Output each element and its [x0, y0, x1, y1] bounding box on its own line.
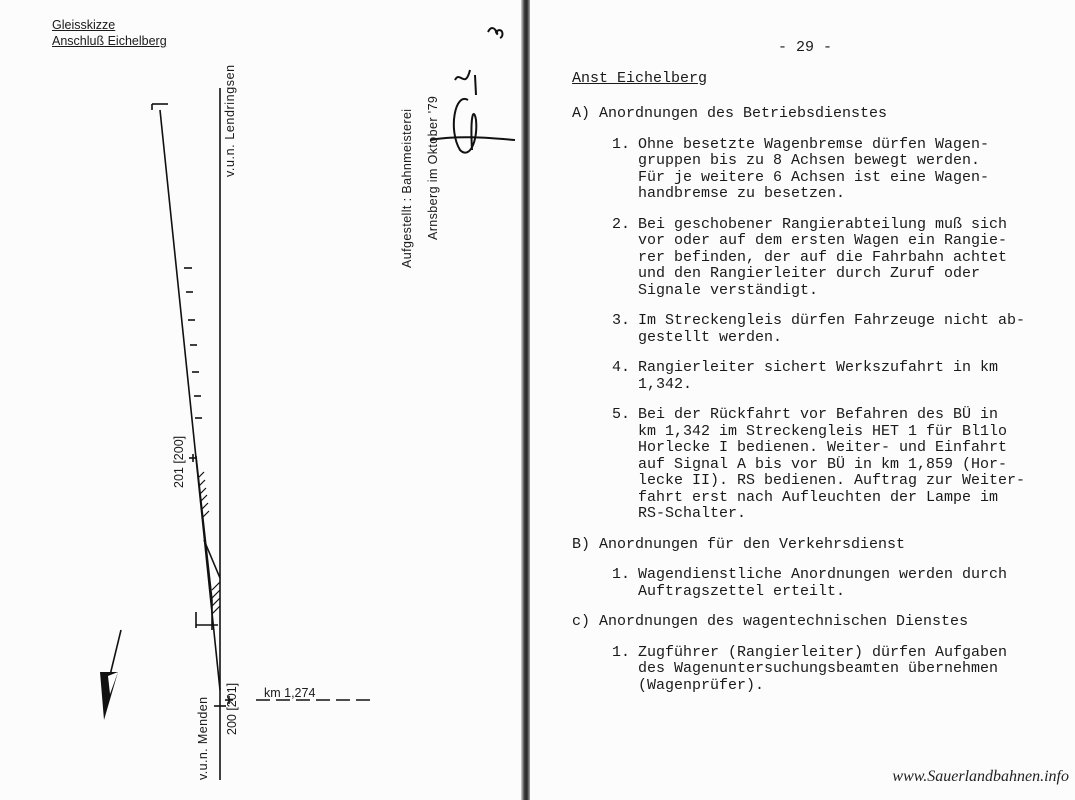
section: [572, 537, 1072, 601]
km-marker-upper: 201 [200]: [172, 435, 186, 488]
page-heading: Anst Eichelberg: [572, 70, 708, 87]
km-marker-lower: 200 [201]: [225, 682, 239, 735]
list-item: [572, 360, 1072, 393]
item-text: Rangierleiter sichert Werkszufahrt in km 1,342.: [638, 359, 999, 393]
item-number: 3.: [611, 312, 630, 329]
list-item: [572, 313, 1072, 346]
item-number: 4.: [611, 359, 630, 376]
list-item: [572, 645, 1072, 695]
item-number: 1.: [611, 135, 630, 153]
item-text: Im Streckengleis dürfen Fahrzeuge nicht ab- gestellt werden.: [638, 312, 1026, 346]
siding-track-line: [160, 110, 220, 690]
page-number: - 29 -: [778, 39, 833, 56]
section: [572, 614, 1072, 694]
signature-icon: [430, 28, 515, 153]
item-number: 5.: [611, 406, 630, 423]
list-item: [572, 407, 1072, 523]
item-number: 1.: [611, 566, 630, 583]
item-text: Ohne besetzte Wagenbremse dürfen Wagen- gruppen bis zu 8 Achsen bewegt werden. Für je weitere 6 Achsen ist eine Wagen- handbremse zu besetzen.: [638, 135, 990, 202]
stamp-line2: Arnsberg im Oktober '79: [426, 95, 440, 240]
section-title: B) Anordnungen für den Verkehrsdienst: [572, 535, 906, 553]
track-sketch: [0, 0, 522, 800]
section: [572, 106, 1072, 523]
list-item: [572, 217, 1072, 300]
item-text: Zugführer (Rangierleiter) dürfen Aufgaben des Wagenuntersuchungsbeamten übernehmen (Wagenprüfer).: [638, 643, 1008, 694]
label-menden: v.u.n. Menden: [196, 696, 210, 780]
item-text: Bei geschobener Rangierabteilung muß sich vor oder auf dem ersten Wagen ein Rangie- rer befinden, der auf die Fahrbahn achtet und den Rangierleiter durch Zuruf oder Signale verständigt.: [638, 215, 1008, 299]
label-lendringsen: v.u.n. Lendringsen: [223, 64, 237, 177]
list-item: [572, 137, 1072, 203]
item-text: Bei der Rückfahrt vor Befahren des BÜ in km 1,342 im Streckengleis HET 1 für Bl1lo Horlecke I bedienen. Weiter- und Einfahrt auf Signal A bis vor BÜ in km 1,859 (Hor- lecke II). RS bedienen. Auftrag zur Weiter- fahrt erst nach Aufleuchten der Lampe im RS-Schalter.: [638, 406, 1026, 522]
stamp-line1: Aufgestellt : Bahnmeisterei: [400, 108, 414, 268]
north-arrow-icon: [100, 630, 121, 720]
sketch-title-line1: Gleisskizze: [52, 18, 116, 32]
section-title: c) Anordnungen des wagentechnischen Dienstes: [572, 613, 969, 630]
km-label: km 1,274: [264, 686, 316, 700]
section-title: A) Anordnungen des Betriebsdienstes: [572, 105, 888, 122]
item-number: 1.: [611, 643, 630, 661]
list-item: [572, 567, 1072, 600]
instructions-body: [572, 106, 1072, 708]
item-text: Wagendienstliche Anordnungen werden durch Auftragszettel erteilt.: [638, 566, 1008, 600]
right-page: [530, 0, 1075, 800]
watermark: www.Sauerlandbahnen.info: [892, 768, 1069, 785]
sketch-title-line2: Anschluß Eichelberg: [52, 34, 167, 48]
item-number: 2.: [611, 215, 630, 233]
left-page: [0, 0, 522, 800]
